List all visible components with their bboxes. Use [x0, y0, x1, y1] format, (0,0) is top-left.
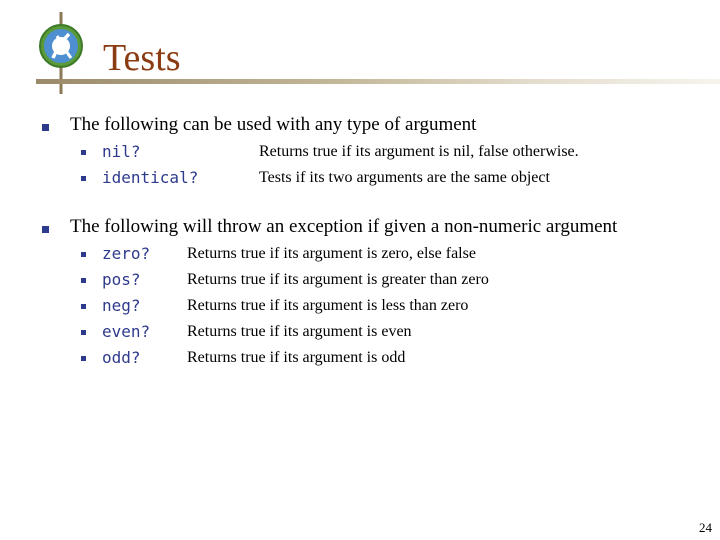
- sub-bullet-icon: [81, 330, 86, 335]
- section-heading-numeric: The following will throw an exception if given a non-numeric argument: [70, 216, 618, 237]
- page-number: 24: [699, 520, 712, 535]
- desc-pos: Returns true if its argument is greater than zero: [187, 271, 489, 288]
- desc-nil: Returns true if its argument is nil, false otherwise.: [259, 143, 579, 160]
- desc-even: Returns true if its argument is even: [187, 323, 412, 340]
- code-zero: zero?: [102, 244, 151, 263]
- sub-bullet-icon: [81, 304, 86, 309]
- desc-identical: Tests if its two arguments are the same object: [259, 169, 550, 186]
- bullet-icon: [42, 226, 49, 233]
- sub-bullet-icon: [81, 252, 86, 257]
- code-nil: nil?: [102, 142, 141, 161]
- desc-zero: Returns true if its argument is zero, else false: [187, 245, 476, 262]
- desc-neg: Returns true if its argument is less than zero: [187, 297, 469, 314]
- title-divider: [36, 79, 720, 84]
- code-identical: identical?: [102, 168, 199, 187]
- sub-bullet-icon: [81, 150, 86, 155]
- sub-bullet-icon: [81, 356, 86, 361]
- sub-bullet-icon: [81, 278, 86, 283]
- sub-bullet-icon: [81, 176, 86, 181]
- section-heading-any-type: The following can be used with any type of argument: [70, 114, 477, 135]
- bullet-icon: [42, 124, 49, 131]
- slide-title: Tests: [103, 37, 181, 79]
- code-pos: pos?: [102, 270, 141, 289]
- desc-odd: Returns true if its argument is odd: [187, 349, 406, 366]
- code-odd: odd?: [102, 348, 141, 367]
- code-neg: neg?: [102, 296, 141, 315]
- code-even: even?: [102, 322, 151, 341]
